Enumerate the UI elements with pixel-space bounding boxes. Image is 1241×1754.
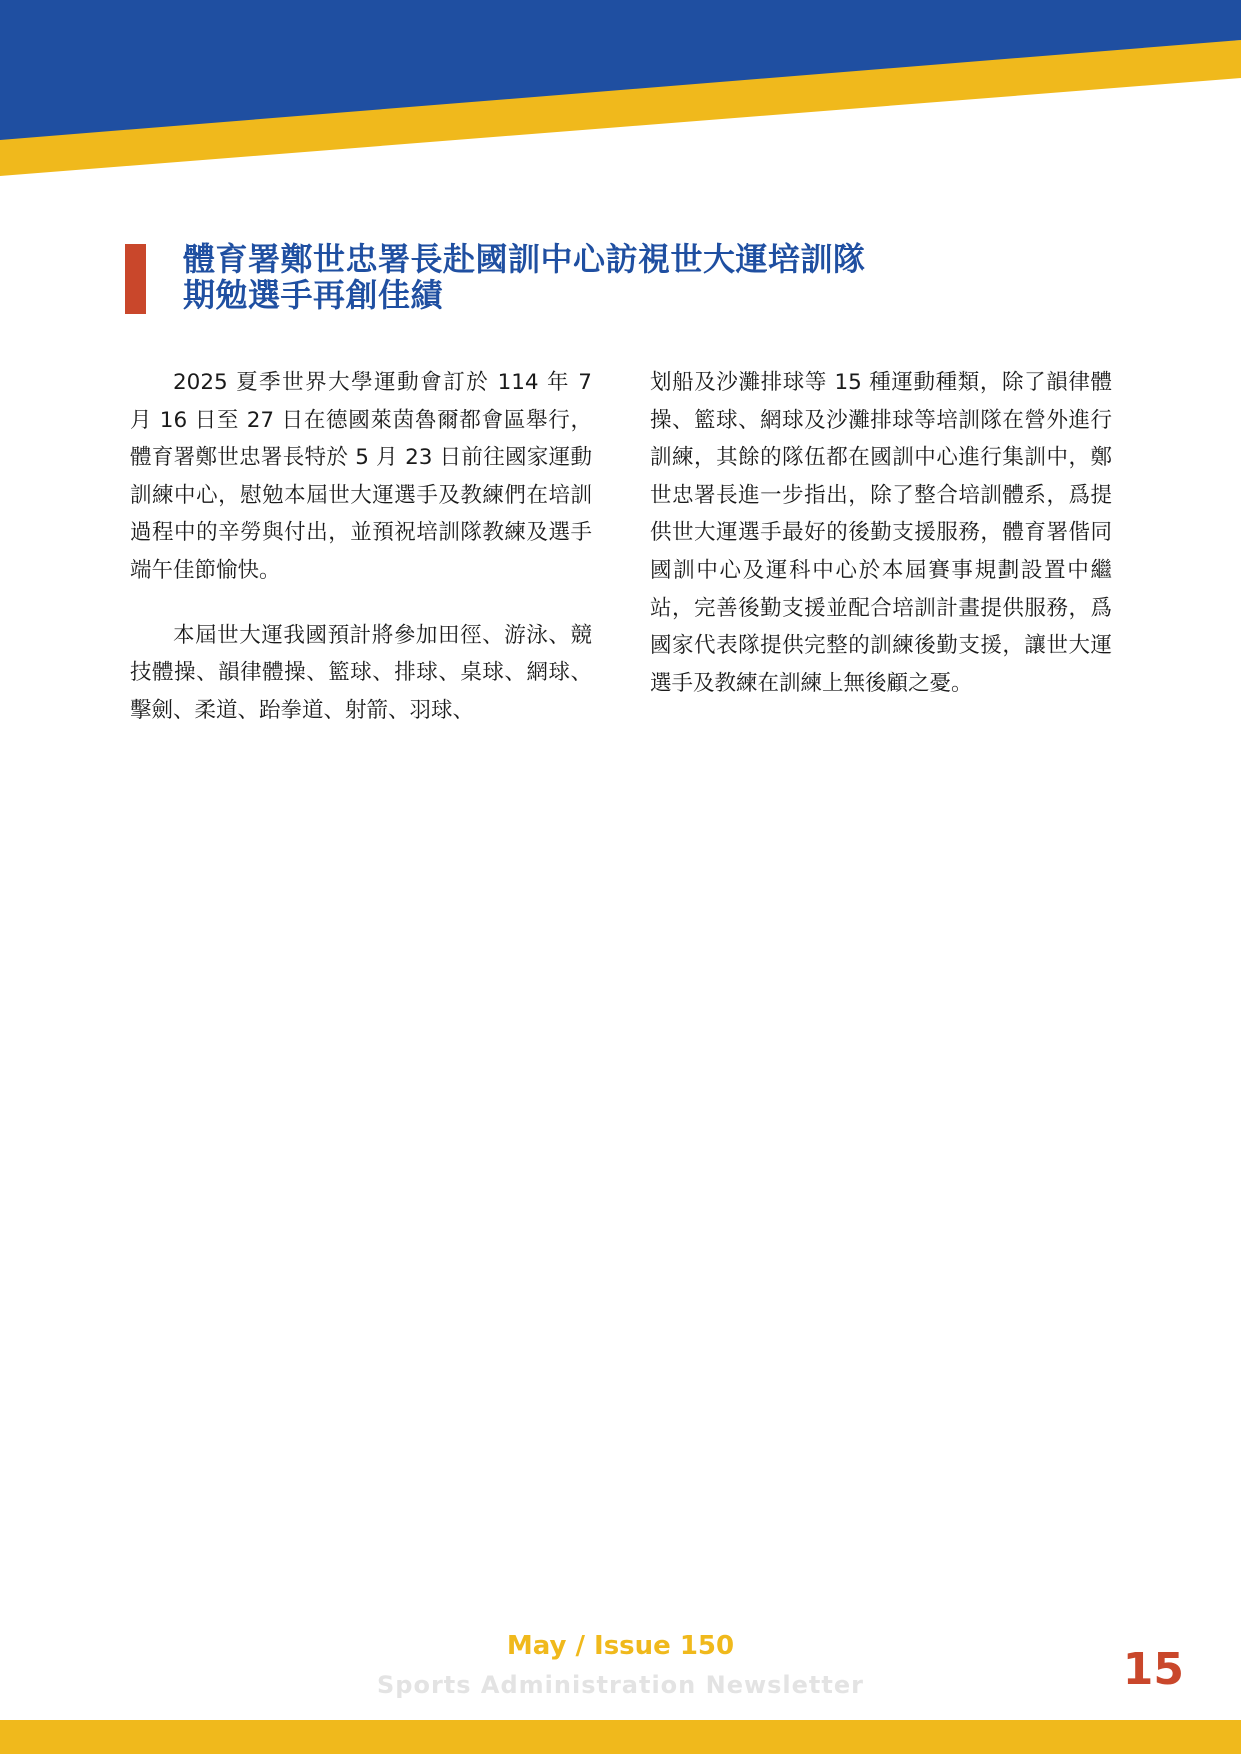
article-paragraph: 划船及沙灘排球等 15 種運動種類，除了韻律體操、籃球、網球及沙灘排球等培訓隊在營外進行訓練，其餘的隊伍都在國訓中心進行集訓中，鄭世忠署長進一步指出，除了整合培訓體系，爲提供世大運選手最好的後勤支援服務，體育署偕同國訓中心及運科中心於本屆賽事規劃設置中繼站，完善後勤支援並配合培訓計畫提供服務，爲國家代表隊提供完整的訓練後勤支援，讓世大運選手及教練在訓練上無後顧之憂。: [650, 370, 1112, 696]
article-title: [183, 241, 1083, 313]
footer-issue: May / Issue 150: [506, 1631, 735, 1661]
article-title-line-1: 體育署鄭世忠署長赴國訓中心訪視世大運培訓隊: [183, 240, 866, 278]
footer-publication-name: Sports Administration Newsletter: [376, 1671, 864, 1699]
article-title-line-2: 期勉選手再創佳績: [183, 276, 444, 314]
header-stripes: [0, 0, 1241, 180]
page-number: 15: [1122, 1644, 1184, 1695]
article-right-column: [650, 364, 1112, 729]
footer-bar: [0, 1720, 1241, 1754]
article-paragraph: 本屆世大運我國預計將參加田徑、游泳、競技體操、韻律體操、籃球、排球、桌球、網球、擊劍、柔道、跆拳道、射箭、羽球、: [130, 622, 592, 723]
title-accent-bar: [125, 244, 146, 314]
header-banner: [0, 0, 1241, 180]
article-left-column: [130, 364, 592, 756]
article-paragraph: 2025 夏季世界大學運動會訂於 114 年 7 月 16 日至 27 日在德國萊茵魯爾都會區舉行，體育署鄭世忠署長特於 5 月 23 日前往國家運動訓練中心，慰勉本屆世大運選手及教練們在培訓過程中的辛勞與付出，並預祝培訓隊教練及選手端午佳節愉快。: [130, 370, 592, 583]
